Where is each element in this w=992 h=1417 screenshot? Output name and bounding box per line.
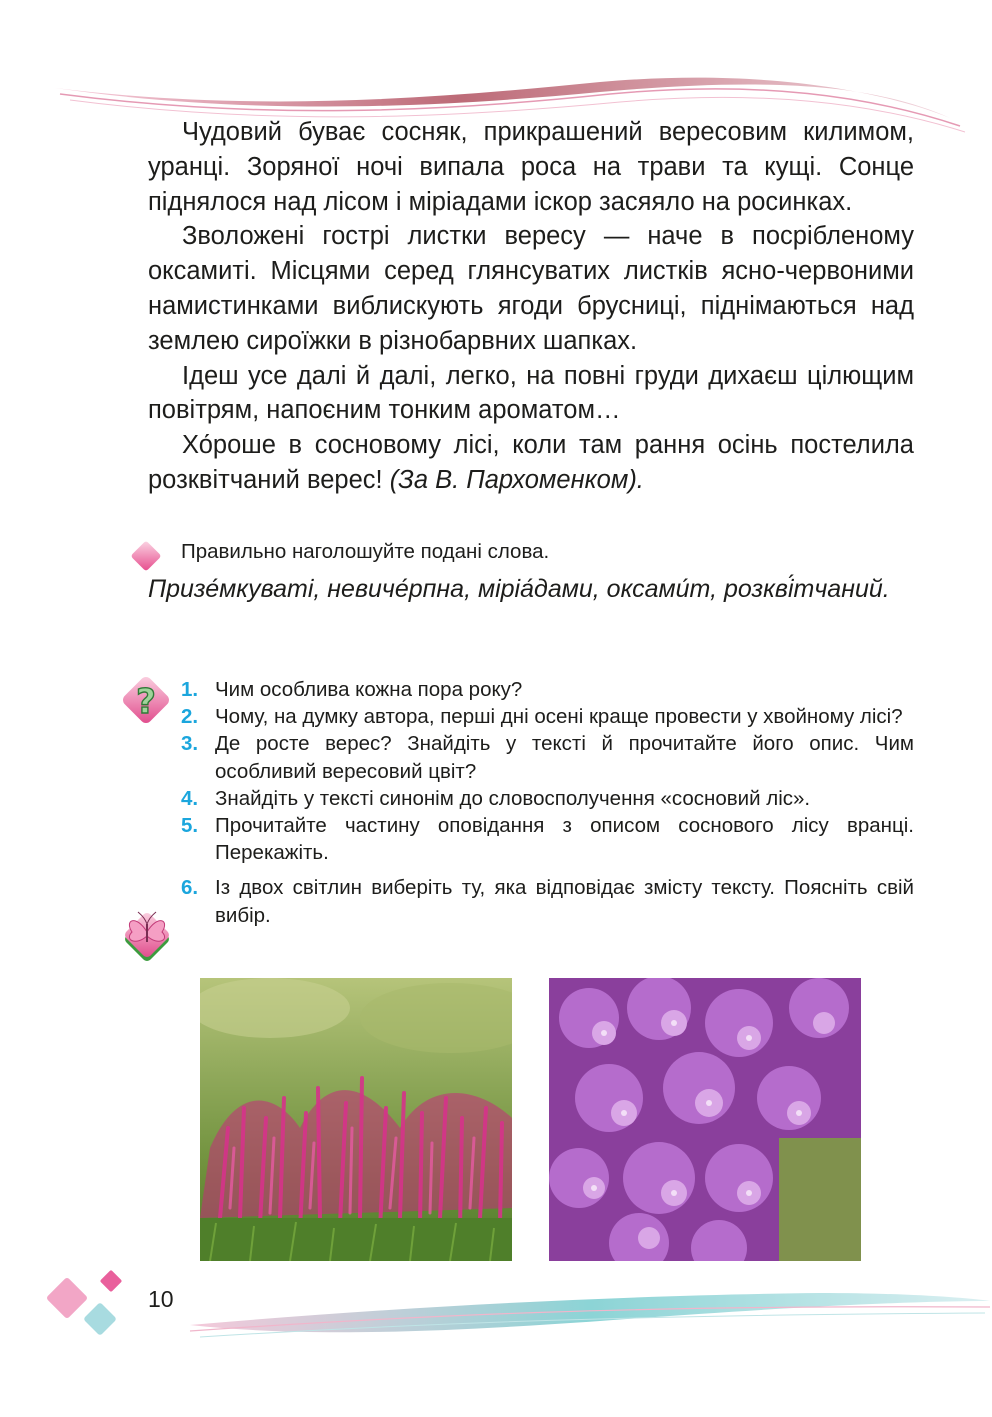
question-item (181, 874, 914, 928)
stress-task-words: Призе́мкуваті, невиче́рпна, міріа́дами, оксами́т, розкві́тчаний. (148, 575, 890, 603)
question-text: Чим особлива кожна пора року? (215, 678, 523, 701)
questions-list (181, 676, 914, 929)
stress-task-instruction: Правильно наголошуйте подані слова. (181, 540, 550, 563)
question-number: 1. (181, 678, 199, 701)
heather-photo-image (200, 978, 512, 1261)
question-item (181, 812, 914, 866)
bottom-decorative-swoosh (0, 1275, 992, 1365)
story-paragraph-3: Ідеш усе далі й далі, легко, на повні груди дихаєш цілющим повітрям, напоєним тонким ароматом… (148, 361, 914, 425)
lilac-photo-image (549, 978, 861, 1261)
heather-photo (200, 978, 512, 1261)
question-text: Із двох світлин виберіть ту, яка відповідає змісту тексту. Поясніть свій вибір. (215, 876, 914, 927)
svg-text:?: ? (136, 682, 156, 722)
question-text: Прочитайте частину оповідання з описом соснового лісу вранці. Перекажіть. (215, 814, 914, 865)
story-paragraph-4 (148, 428, 914, 498)
pink-diamond-icon (128, 538, 164, 574)
question-item (181, 703, 914, 730)
question-number: 3. (181, 732, 199, 756)
question-text: Чому, на думку автора, перші дні осені краще провести у хвойному лісі? (215, 705, 903, 729)
story-author: (За В. Пархоменком). (389, 465, 644, 494)
question-text: Знайдіть у тексті синонім до словосполучення «сосновий ліс». (215, 786, 811, 810)
question-text: Де росте верес? Знайдіть у тексті й прочитайте його опис. Чим особливий вересовий цвіт? (215, 732, 914, 783)
story-paragraph-4-text: Хо́роше в сосновому лісі, коли там рання осінь постелила розквітчаний верес! (148, 431, 914, 494)
question-number: 4. (181, 786, 199, 810)
question-item (181, 730, 914, 784)
question-number: 6. (181, 876, 199, 900)
story-text (148, 115, 914, 498)
question-mark-icon (118, 671, 174, 731)
question-number: 2. (181, 705, 199, 729)
story-paragraph-1: Чудовий буває сосняк, прикрашений вересовим килимом, уранці. Зоряної ночі випала роса на трави та кущі. Сонце піднялося над лісом і міріадами іскор засяяло на росинках. (148, 118, 914, 216)
story-paragraph-2: Зволожені гострі листки вересу — наче в посрібленому оксамиті. Місцями серед глянсуватих листків ясно-червоними намистинками виблискують ягоди брусниці, піднімаються над землею сироїжки в різнобарвних шапках. (148, 222, 914, 355)
page-number: 10 (148, 1286, 174, 1312)
question-item (181, 676, 914, 703)
lilac-photo (549, 978, 861, 1261)
question-item (181, 785, 914, 812)
butterfly-icon (118, 902, 176, 970)
question-number: 5. (181, 814, 199, 838)
